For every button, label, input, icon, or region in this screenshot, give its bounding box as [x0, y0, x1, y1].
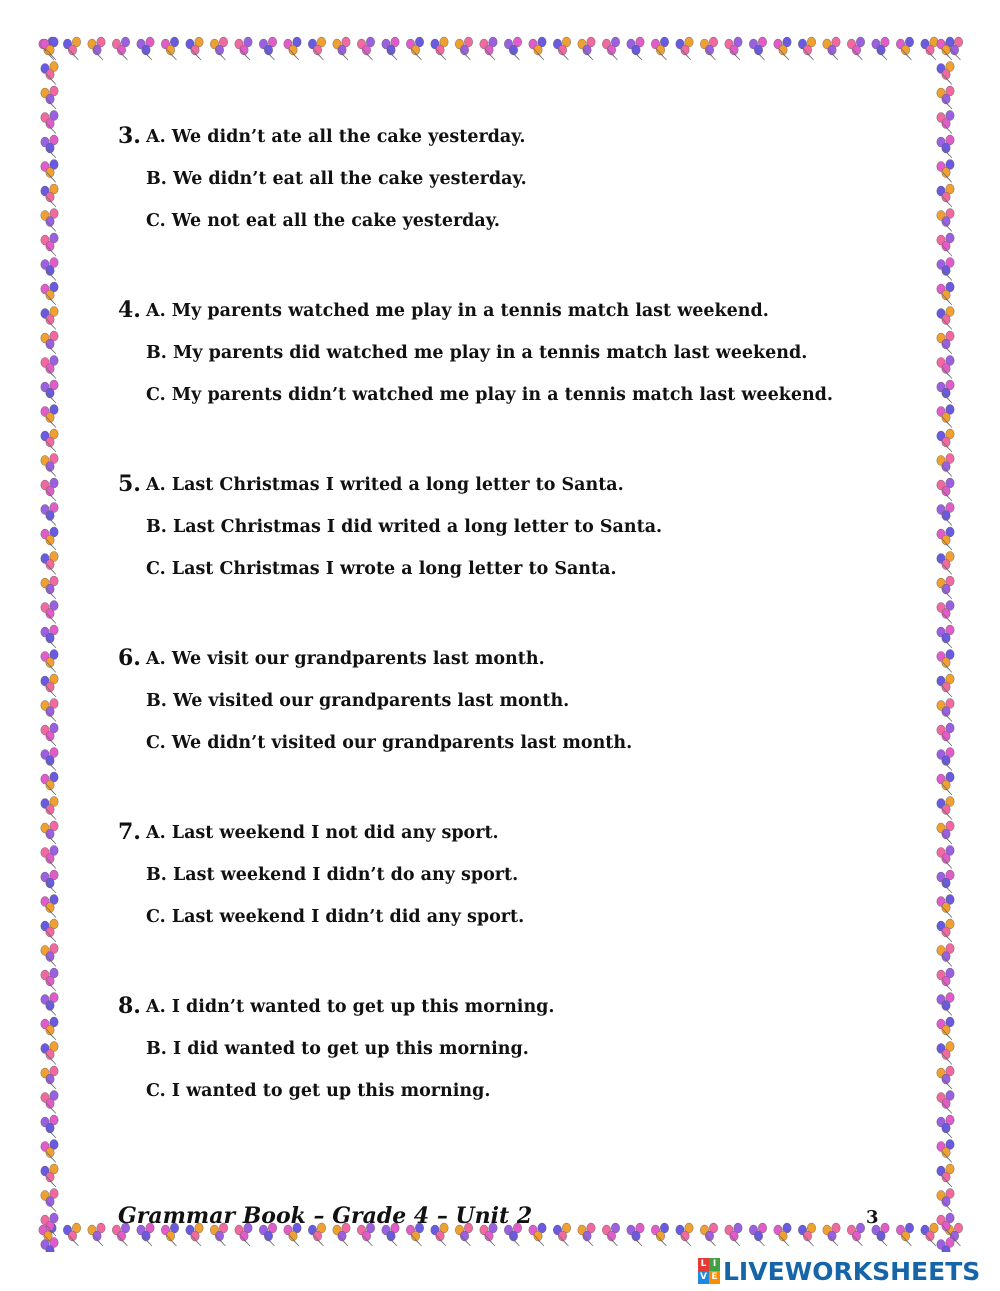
balloon-icon [937, 650, 954, 673]
option-b: B. I did wanted to get up this morning. [146, 1039, 529, 1059]
balloon-icon [210, 37, 227, 60]
balloon-icon [41, 62, 58, 85]
balloon-icon [725, 37, 742, 60]
balloon-icon [937, 86, 954, 109]
balloon-icon [937, 1213, 954, 1236]
balloon-icon [41, 527, 58, 550]
balloon-icon [937, 380, 954, 403]
balloon-icon [88, 37, 105, 60]
balloon-icon [937, 1189, 954, 1212]
balloon-icon [41, 699, 58, 722]
option-c: C. We didn’t visited our grandparents last month. [146, 733, 633, 753]
balloon-icon [41, 748, 58, 771]
balloon-icon [333, 37, 350, 60]
balloon-icon [937, 772, 954, 795]
balloon-icon [937, 356, 954, 379]
balloon-icon [41, 1091, 58, 1114]
balloon-icon [41, 331, 58, 354]
balloon-icon [823, 37, 840, 60]
balloon-icon [937, 821, 954, 844]
balloon-icon [937, 944, 954, 967]
balloon-icon [602, 37, 619, 60]
balloon-icon [937, 233, 954, 256]
balloon-icon [651, 1223, 668, 1246]
balloon-icon [357, 37, 374, 60]
balloon-icon [41, 209, 58, 232]
balloon-icon [41, 160, 58, 183]
balloon-icon [937, 429, 954, 452]
question-number: 3. [118, 123, 141, 149]
balloon-icon [455, 37, 472, 60]
balloon-border-top [36, 36, 966, 66]
balloon-icon [937, 37, 954, 60]
balloon-icon [41, 37, 58, 60]
balloon-icon [749, 37, 766, 60]
balloon-icon [41, 233, 58, 256]
balloon-icon [896, 37, 913, 60]
balloon-icon [937, 527, 954, 550]
balloon-icon [937, 258, 954, 281]
option-b: B. My parents did watched me play in a tennis match last weekend. [146, 343, 808, 363]
balloon-icon [41, 895, 58, 918]
balloon-icon [937, 405, 954, 428]
balloon-icon [41, 454, 58, 477]
option-b: B. We didn’t eat all the cake yesterday. [146, 169, 527, 189]
page-number: 3 [866, 1207, 879, 1228]
balloon-icon [937, 968, 954, 991]
balloon-icon [937, 1066, 954, 1089]
balloon-icon [937, 846, 954, 869]
option-a: A. We didn’t ate all the cake yesterday. [146, 127, 526, 147]
balloon-icon [937, 62, 954, 85]
balloon-icon [700, 37, 717, 60]
question-number: 8. [118, 993, 141, 1019]
brand-logo-icon: L I V E [698, 1258, 720, 1284]
option-a: A. My parents watched me play in a tennis match last weekend. [146, 301, 769, 321]
balloon-icon [41, 797, 58, 820]
option-c: C. Last weekend I didn’t did any sport. [146, 907, 525, 927]
balloon-icon [480, 37, 497, 60]
balloon-icon [41, 919, 58, 942]
option-c: C. We not eat all the cake yesterday. [146, 211, 501, 231]
balloon-icon [872, 37, 889, 60]
balloon-icon [529, 37, 546, 60]
balloon-icon [774, 37, 791, 60]
question-number: 5. [118, 471, 141, 497]
balloon-icon [41, 625, 58, 648]
balloon-icon [41, 1042, 58, 1065]
balloon-icon [937, 601, 954, 624]
balloon-icon [798, 37, 815, 60]
balloon-icon [88, 1223, 105, 1246]
balloon-icon [937, 1164, 954, 1187]
balloon-icon [186, 37, 203, 60]
balloon-icon [41, 821, 58, 844]
balloon-icon [41, 772, 58, 795]
balloon-icon [847, 37, 864, 60]
balloon-icon [41, 282, 58, 305]
balloon-icon [308, 37, 325, 60]
balloon-icon [627, 37, 644, 60]
balloon-icon [937, 1115, 954, 1138]
option-c: C. Last Christmas I wrote a long letter to Santa. [146, 559, 617, 579]
balloon-icon [41, 1164, 58, 1187]
balloon-icon [937, 895, 954, 918]
balloon-icon [431, 37, 448, 60]
balloon-icon [41, 405, 58, 428]
balloon-icon [937, 307, 954, 330]
option-a: A. I didn’t wanted to get up this morning. [146, 997, 555, 1017]
balloon-icon [41, 503, 58, 526]
balloon-icon [937, 1091, 954, 1114]
question-number: 6. [118, 645, 141, 671]
balloon-icon [937, 993, 954, 1016]
balloon-icon [41, 1140, 58, 1163]
balloon-icon [553, 1223, 570, 1246]
balloon-icon [284, 37, 301, 60]
option-b: B. Last weekend I didn’t do any sport. [146, 865, 519, 885]
balloon-icon [937, 797, 954, 820]
balloon-icon [725, 1223, 742, 1246]
option-b: B. We visited our grandparents last month. [146, 691, 570, 711]
balloon-border-left [36, 36, 66, 1252]
balloon-icon [937, 699, 954, 722]
balloon-icon [41, 601, 58, 624]
balloon-icon [41, 674, 58, 697]
balloon-icon [774, 1223, 791, 1246]
balloon-icon [41, 1238, 58, 1253]
balloon-icon [749, 1223, 766, 1246]
balloon-icon [41, 478, 58, 501]
balloon-icon [41, 1017, 58, 1040]
balloon-icon [937, 135, 954, 158]
balloon-icon [798, 1223, 815, 1246]
balloon-icon [602, 1223, 619, 1246]
balloon-icon [937, 919, 954, 942]
balloon-icon [937, 552, 954, 575]
balloon-icon [112, 37, 129, 60]
balloon-icon [41, 870, 58, 893]
balloon-icon [937, 111, 954, 134]
balloon-icon [41, 650, 58, 673]
balloon-icon [937, 1017, 954, 1040]
balloon-icon [937, 331, 954, 354]
balloon-icon [41, 846, 58, 869]
balloon-icon [382, 37, 399, 60]
option-a: A. Last weekend I not did any sport. [146, 823, 499, 843]
balloon-icon [41, 135, 58, 158]
liveworksheets-logo [698, 1256, 980, 1286]
balloon-icon [578, 1223, 595, 1246]
balloon-icon [937, 674, 954, 697]
balloon-icon [504, 37, 521, 60]
balloon-icon [896, 1223, 913, 1246]
balloon-icon [937, 209, 954, 232]
option-c: C. I wanted to get up this morning. [146, 1081, 491, 1101]
balloon-icon [41, 576, 58, 599]
balloon-icon [137, 37, 154, 60]
option-a: A. Last Christmas I writed a long letter to Santa. [146, 475, 624, 495]
footer-title: Grammar Book – Grade 4 – Unit 2 [118, 1203, 533, 1229]
balloon-icon [235, 37, 252, 60]
balloon-icon [41, 993, 58, 1016]
balloon-icon [627, 1223, 644, 1246]
balloon-icon [937, 1042, 954, 1065]
balloon-icon [937, 478, 954, 501]
balloon-icon [406, 37, 423, 60]
balloon-icon [41, 1213, 58, 1236]
balloon-icon [41, 1115, 58, 1138]
balloon-icon [161, 37, 178, 60]
balloon-icon [41, 307, 58, 330]
balloon-icon [937, 1140, 954, 1163]
balloon-icon [41, 552, 58, 575]
balloon-border-right [932, 36, 962, 1252]
balloon-icon [41, 968, 58, 991]
balloon-icon [847, 1223, 864, 1246]
balloon-icon [676, 37, 693, 60]
option-b: B. Last Christmas I did writed a long letter to Santa. [146, 517, 663, 537]
balloon-icon [41, 380, 58, 403]
question-number: 4. [118, 297, 141, 323]
balloon-icon [937, 870, 954, 893]
balloon-icon [41, 356, 58, 379]
balloon-icon [651, 37, 668, 60]
balloon-icon [578, 37, 595, 60]
option-a: A. We visit our grandparents last month. [146, 649, 545, 669]
balloon-icon [937, 184, 954, 207]
option-c: C. My parents didn’t watched me play in a tennis match last weekend. [146, 385, 834, 405]
balloon-icon [41, 258, 58, 281]
balloon-icon [823, 1223, 840, 1246]
balloon-icon [553, 37, 570, 60]
balloon-icon [41, 111, 58, 134]
balloon-icon [937, 454, 954, 477]
balloon-icon [937, 576, 954, 599]
balloon-icon [937, 1238, 954, 1253]
question-number: 7. [118, 819, 141, 845]
balloon-icon [41, 1189, 58, 1212]
balloon-icon [937, 503, 954, 526]
brand-text: LIVEWORKSHEETS [723, 1256, 981, 1286]
balloon-icon [700, 1223, 717, 1246]
balloon-icon [41, 429, 58, 452]
balloon-icon [259, 37, 276, 60]
balloon-icon [937, 748, 954, 771]
balloon-icon [41, 944, 58, 967]
balloon-icon [937, 723, 954, 746]
balloon-icon [937, 160, 954, 183]
balloon-icon [41, 184, 58, 207]
balloon-icon [676, 1223, 693, 1246]
balloon-icon [937, 625, 954, 648]
balloon-icon [41, 86, 58, 109]
balloon-icon [937, 282, 954, 305]
balloon-icon [41, 1066, 58, 1089]
balloon-icon [41, 723, 58, 746]
